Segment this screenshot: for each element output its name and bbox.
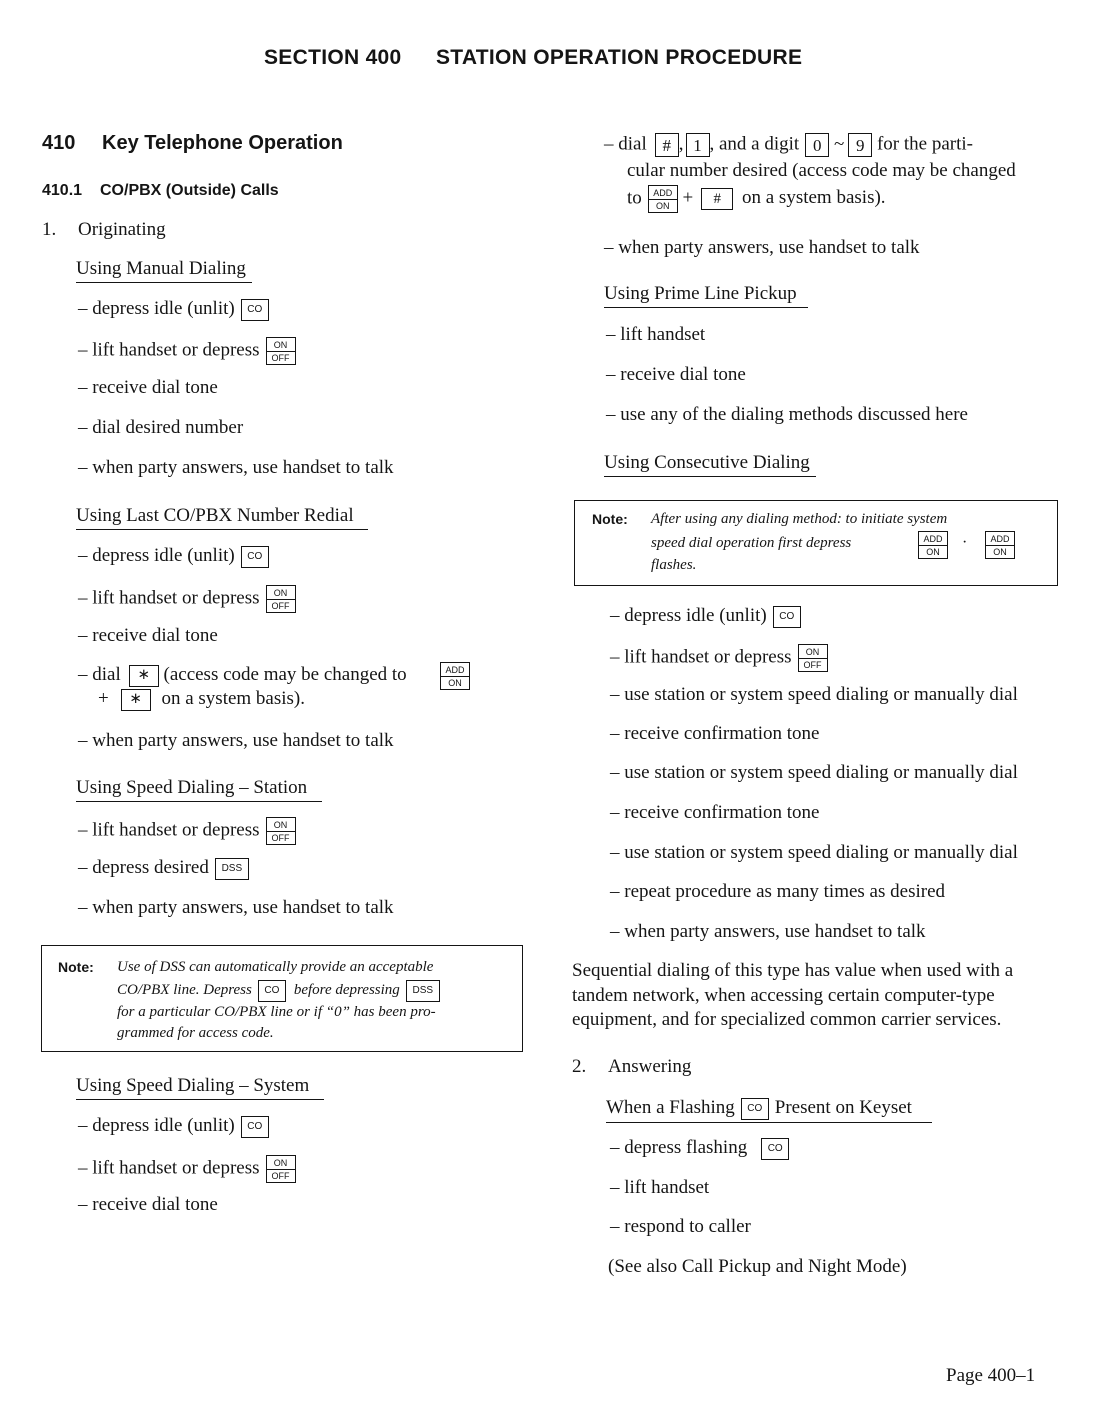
note-label: Note:	[58, 959, 94, 975]
dss-note-box	[41, 945, 523, 1052]
dss-key-icon: DSS	[215, 858, 249, 880]
dial-instruction: – dial # , 1 , and a digit 0 ~ 9 for the parti-	[604, 133, 973, 157]
speed-system-title: Using Speed Dialing – System	[76, 1075, 324, 1100]
note-label: Note:	[592, 511, 628, 527]
co-key-icon: CO	[741, 1098, 769, 1120]
star-key-icon: ∗	[129, 665, 159, 687]
list-item-text: +	[98, 688, 109, 709]
add-on-key-icon: ADD ON	[918, 531, 948, 559]
heading-number: 410	[42, 132, 76, 154]
page-title: STATION OPERATION PROCEDURE	[436, 46, 803, 69]
list-item-text: on a system basis).	[161, 688, 306, 709]
list-item: – when party answers, use handset to talk	[604, 237, 920, 258]
co-key-icon: CO	[761, 1138, 789, 1160]
co-key-icon: CO	[241, 1116, 269, 1138]
list-item	[78, 817, 296, 845]
note-line: flashes.	[651, 557, 697, 573]
flashing-title: When a Flashing CO Present on Keyset	[606, 1097, 932, 1123]
note-line: Use of DSS can automatically provide an acceptable	[117, 959, 434, 975]
list-item	[78, 545, 269, 568]
on-off-key-icon: ON OFF	[798, 644, 828, 672]
see-also-note: (See also Call Pickup and Night Mode)	[608, 1256, 907, 1277]
separator-dot: ·	[962, 534, 968, 551]
list-item: – receive dial tone	[78, 1194, 218, 1215]
list-item	[78, 337, 296, 365]
list-item: – repeat procedure as many times as desired	[610, 881, 946, 902]
note-line: for a particular CO/PBX line or if “0” has been pro-	[117, 1004, 436, 1020]
dss-key-icon: DSS	[406, 980, 440, 1002]
add-on-key-icon: ADD ON	[985, 531, 1015, 559]
list-item: – receive confirmation tone	[610, 723, 820, 744]
list-item: – use any of the dialing methods discussed here	[606, 404, 968, 425]
list-item-text: – lift handset or depress	[78, 339, 260, 361]
list-item	[78, 585, 296, 613]
list-item-text: – lift handset or depress	[78, 587, 260, 609]
add-on-key-icon: ADD ON	[440, 662, 470, 690]
co-key-icon: CO	[241, 546, 269, 568]
co-key-icon: CO	[773, 606, 801, 628]
item-label: Originating	[78, 219, 166, 240]
section-number: SECTION 400	[264, 46, 402, 69]
dial-instruction-line: to ADD ON + # on a system basis).	[627, 185, 886, 213]
subheading-text: CO/PBX (Outside) Calls	[100, 182, 279, 199]
prime-line-title: Using Prime Line Pickup	[604, 283, 808, 308]
on-off-key-icon: ON OFF	[266, 337, 296, 365]
on-off-key-icon: ON OFF	[266, 585, 296, 613]
list-item-text: – depress idle (unlit)	[78, 1115, 235, 1136]
list-item-text: – lift handset or depress	[610, 646, 792, 668]
list-item-text: – dial	[604, 133, 647, 155]
redial-title: Using Last CO/PBX Number Redial	[76, 505, 368, 530]
list-item-text: – depress desired	[78, 857, 209, 878]
list-item	[78, 1155, 296, 1183]
list-item: – lift handset	[606, 324, 706, 345]
list-item: – receive dial tone	[78, 625, 218, 646]
list-item: – receive dial tone	[78, 377, 218, 398]
list-item-text: – depress idle (unlit)	[610, 605, 767, 626]
list-item-text: (access code may be changed to	[163, 664, 407, 685]
subheading-number: 410.1	[42, 182, 83, 199]
co-key-icon: CO	[241, 299, 269, 321]
paragraph-line: equipment, and for specialized common carrier services.	[572, 1009, 1002, 1030]
list-item-text: – lift handset or depress	[78, 1157, 260, 1179]
list-item	[78, 298, 269, 321]
list-item: – dial desired number	[78, 417, 244, 438]
list-item: – when party answers, use handset to talk	[78, 730, 394, 751]
paragraph-line: tandem network, when accessing certain computer-type	[572, 985, 995, 1006]
list-item-text: – lift handset or depress	[78, 819, 260, 841]
list-item-text: – depress idle (unlit)	[78, 545, 235, 566]
list-item: – receive dial tone	[606, 364, 746, 385]
note-line: After using any dialing method: to initiate system	[651, 511, 948, 527]
list-item: – when party answers, use handset to talk	[610, 921, 926, 942]
list-item: – when party answers, use handset to talk	[78, 457, 394, 478]
list-item: – use station or system speed dialing or manually dial	[610, 762, 1018, 783]
list-item	[78, 664, 407, 687]
note-line: CO/PBX line. Depress CO before depressing DSS	[117, 979, 440, 1002]
heading-text: Key Telephone Operation	[102, 132, 343, 154]
consecutive-title: Using Consecutive Dialing	[604, 452, 816, 477]
list-item	[610, 605, 801, 628]
hash-key-icon: #	[701, 188, 733, 210]
zero-key-icon: 0	[805, 133, 829, 157]
co-key-icon: CO	[258, 980, 286, 1002]
star-key-icon: ∗	[121, 689, 151, 711]
list-item: – use station or system speed dialing or manually dial	[610, 842, 1018, 863]
list-item-text: – depress idle (unlit)	[78, 298, 235, 319]
hash-key-icon: #	[655, 133, 679, 157]
speed-station-title: Using Speed Dialing – Station	[76, 777, 322, 802]
paragraph-line: Sequential dialing of this type has value when used with a	[572, 960, 1014, 981]
dial-instruction-line: cular number desired (access code may be changed	[627, 160, 1016, 181]
on-off-key-icon: ON OFF	[266, 1155, 296, 1183]
item-label: Answering	[608, 1056, 692, 1077]
nine-key-icon: 9	[848, 133, 872, 157]
list-item: – receive confirmation tone	[610, 802, 820, 823]
item-number: 2.	[572, 1056, 587, 1077]
consecutive-note-box	[574, 500, 1058, 586]
list-item	[610, 644, 828, 672]
note-line: grammed for access code.	[117, 1025, 274, 1041]
list-item: – use station or system speed dialing or manually dial	[610, 684, 1018, 705]
list-item-continuation	[98, 688, 305, 711]
on-off-key-icon: ON OFF	[266, 817, 296, 845]
note-line: speed dial operation first depress	[651, 535, 852, 551]
list-item-text: – dial	[78, 664, 121, 685]
list-item	[610, 1137, 789, 1160]
list-item	[78, 1115, 269, 1138]
add-on-key-icon: ADD ON	[648, 185, 678, 213]
list-item: – lift handset	[610, 1177, 710, 1198]
list-item-text: – depress flashing	[610, 1137, 748, 1158]
list-item: – when party answers, use handset to talk	[78, 897, 394, 918]
page-number: Page 400–1	[946, 1365, 1036, 1386]
item-number: 1.	[42, 219, 57, 240]
one-key-icon: 1	[686, 133, 710, 157]
manual-dialing-title: Using Manual Dialing	[76, 258, 252, 283]
list-item: – respond to caller	[610, 1216, 751, 1237]
list-item	[78, 857, 249, 880]
